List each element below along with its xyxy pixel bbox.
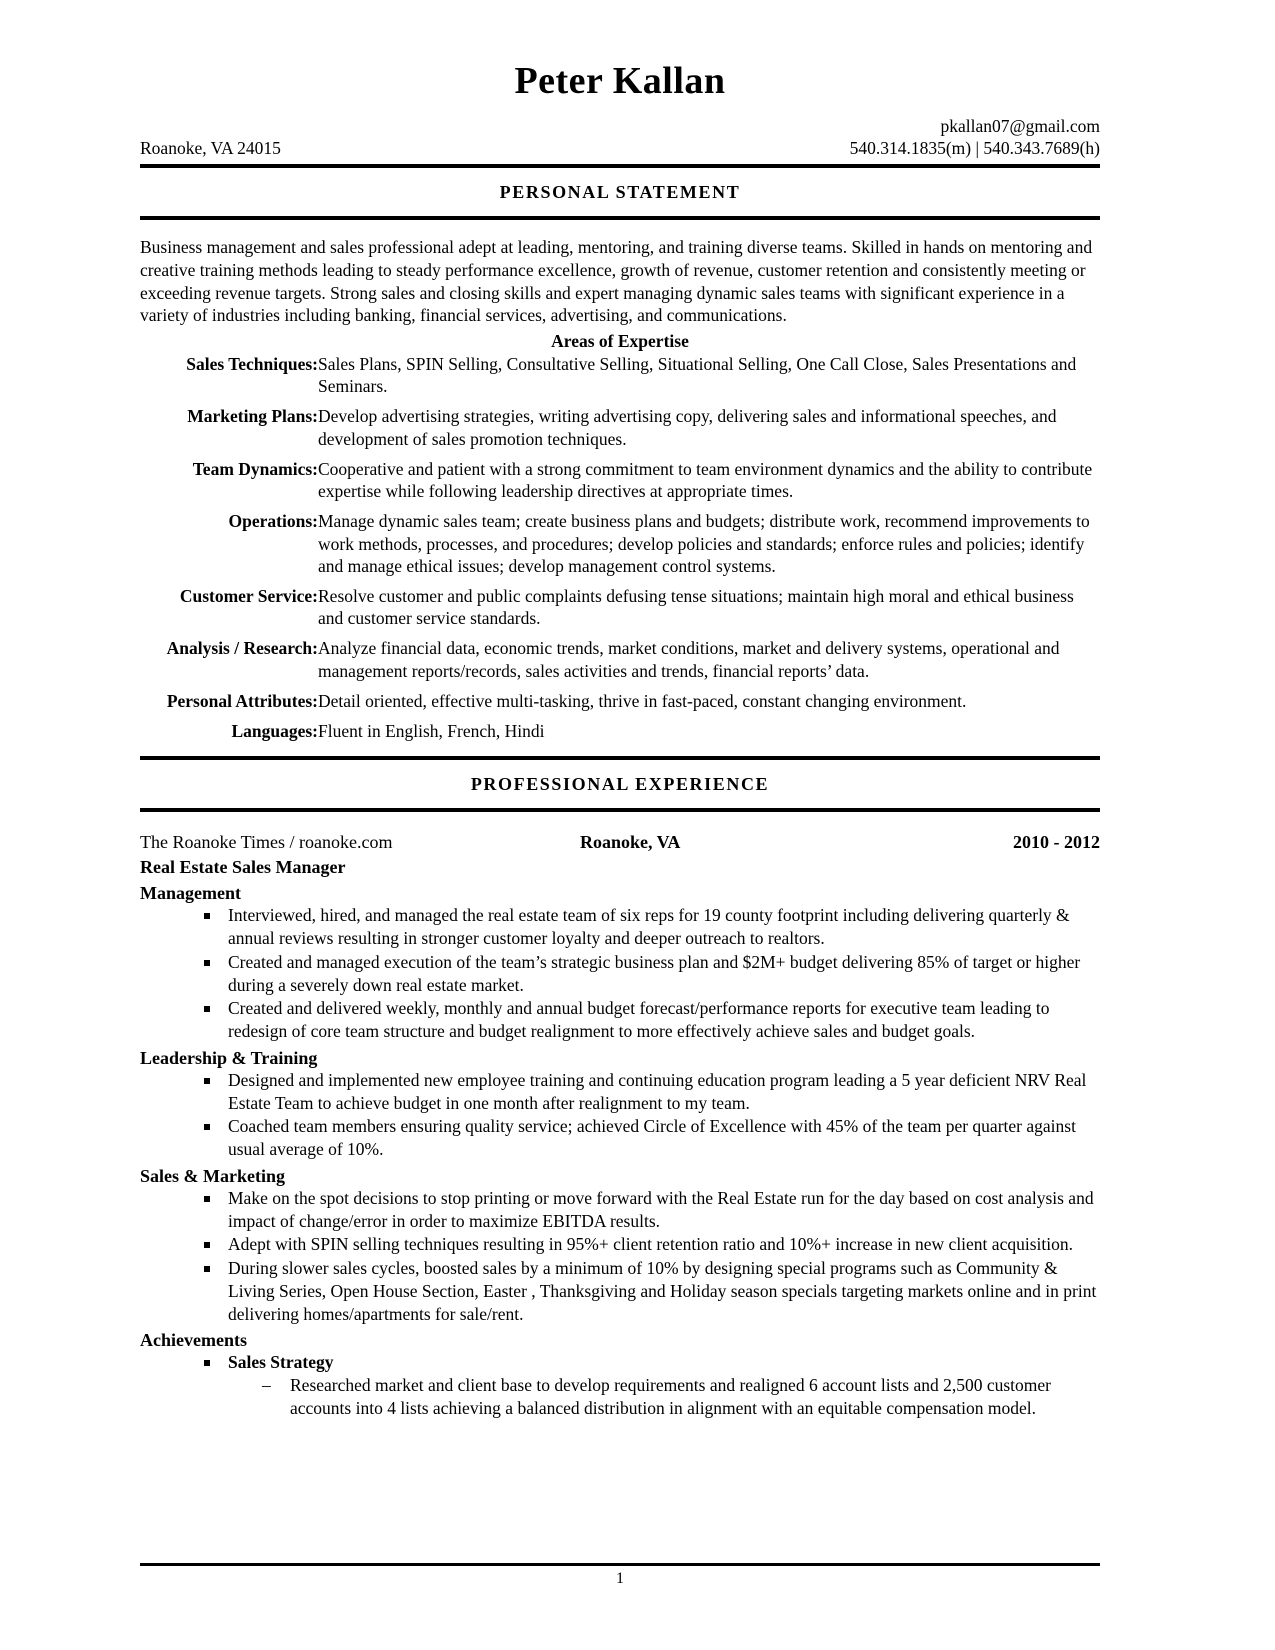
bullet-text: During slower sales cycles, boosted sales by a minimum of 10% by designing special programs such as Community & Living Series, Open House Section, Easter , Thanksgiving and Holiday season specials targeting markets online and in print delivering homes/apartments for sale/rent. <box>228 1258 1097 1324</box>
section-heading-personal-statement: PERSONAL STATEMENT <box>499 182 741 202</box>
bullet-text: Designed and implemented new employee training and continuing education program leading a 5 year deficient NRV Real Estate Team to achieve budget in one month after realignment to my team. <box>228 1069 1087 1113</box>
table-row <box>140 458 1100 510</box>
table-row <box>140 690 1100 720</box>
table-row <box>140 720 1100 750</box>
list-item <box>202 1069 1100 1115</box>
expertise-label: Analysis / Research: <box>166 638 318 659</box>
section-heading-professional-experience: PROFESSIONAL EXPERIENCE <box>470 774 770 795</box>
expertise-value: Resolve customer and public complaints defusing tense situations; maintain high moral and ethical business and customer service standards. <box>318 585 1074 629</box>
bullet-text: Interviewed, hired, and managed the real estate team of six reps for 19 county footprint including delivering quarterly & annual reviews resulting in stronger customer loyalty and deeper outreach to realtors. <box>228 905 1070 949</box>
areas-of-expertise-title: Areas of Expertise <box>551 331 689 351</box>
page-number: 1 <box>616 1570 624 1587</box>
expertise-label: Operations: <box>228 511 318 532</box>
table-row <box>140 510 1100 585</box>
bullet-text: Sales Strategy <box>228 1352 334 1373</box>
areas-of-expertise-table <box>140 353 1100 750</box>
expertise-label: Personal Attributes: <box>166 690 318 711</box>
job-dates: 2010 - 2012 <box>1013 832 1100 853</box>
experience-rule-bottom <box>140 808 1100 812</box>
bullet-text: Created and delivered weekly, monthly and annual budget forecast/performance reports for executive team leading to redesign of core team structure and budget realignment to more effectively achieve sales and budget goals. <box>228 998 1050 1042</box>
table-row <box>140 405 1100 457</box>
list-item <box>202 951 1100 997</box>
list-item <box>202 997 1100 1043</box>
list-item <box>202 1233 1100 1256</box>
resume-content <box>140 0 1100 1421</box>
list-item <box>202 1257 1100 1325</box>
bullet-list <box>140 904 1100 1043</box>
expertise-label: Sales Techniques: <box>186 354 318 374</box>
list-item <box>202 904 1100 950</box>
section-rule-bottom <box>140 216 1100 220</box>
sub-bullet-list <box>228 1374 1100 1420</box>
bullet-list <box>140 1187 1100 1326</box>
expertise-value: Cooperative and patient with a strong commitment to team environment dynamics and the ability to contribute expertise while following leadership directives at appropriate times. <box>318 458 1093 502</box>
bullet-text: Coached team members ensuring quality service; achieved Circle of Excellence with 45% of the team per quarter against usual average of 10%. <box>228 1116 1076 1160</box>
experience-group-heading: Sales & Marketing <box>140 1165 285 1186</box>
bullet-text: Adept with SPIN selling techniques resulting in 95%+ client retention ratio and 10%+ increase in new client acquisition. <box>228 1234 1073 1255</box>
table-row <box>140 353 1100 405</box>
list-item <box>202 1187 1100 1233</box>
sub-bullet-text: Researched market and client base to develop requirements and realigned 6 account lists and 2,500 customer accounts into 4 lists achieving a balanced distribution in alignment with an equitable compensation model. <box>290 1375 1051 1418</box>
address-text: Roanoke, VA 24015 <box>140 138 281 158</box>
list-item <box>262 1374 1100 1420</box>
phone-text: 540.314.1835(m) | 540.343.7689(h) <box>849 138 1100 158</box>
experience-group-heading: Leadership & Training <box>140 1047 318 1068</box>
expertise-value: Develop advertising strategies, writing advertising copy, delivering sales and informational speeches, and development of sales promotion techniques. <box>318 406 1057 449</box>
bullet-list <box>140 1069 1100 1161</box>
expertise-label: Marketing Plans: <box>187 406 318 427</box>
expertise-value: Fluent in English, French, Hindi <box>318 721 545 742</box>
expertise-value: Sales Plans, SPIN Selling, Consultative Selling, Situational Selling, One Call Close, Sales Presentations and Seminars. <box>318 354 1077 397</box>
contact-block <box>140 116 1100 164</box>
email-text: pkallan07@gmail.com <box>940 116 1100 136</box>
list-item <box>202 1115 1100 1161</box>
personal-statement-body: Business management and sales professional adept at leading, mentoring, and training diverse teams. Skilled in hands on mentoring and creative training methods leading to steady performance excellence, growth of revenue, customer retention and consistently meeting or exceeding revenue targets. Strong sales and closing skills and expert managing dynamic sales teams with significant experience in a variety of industries including banking, financial services, advertising, and communications. <box>140 237 1093 326</box>
expertise-value: Analyze financial data, economic trends, market conditions, market and delivery systems, operational and management reports/records, sales activities and trends, financial reports’ data. <box>318 638 1060 681</box>
list-item <box>202 1351 1100 1419</box>
experience-group-heading: Achievements <box>140 1330 247 1351</box>
bullet-list <box>140 1351 1100 1419</box>
table-row <box>140 637 1100 689</box>
expertise-value: Manage dynamic sales team; create business plans and budgets; distribute work, recommend improvements to work methods, processes, and procedures; develop policies and standards; enforce rules and policies; identify and manage ethical issues; develop management control systems. <box>318 511 1090 576</box>
page-footer <box>140 1563 1100 1588</box>
job-company: The Roanoke Times / roanoke.com <box>140 832 393 853</box>
experience-group-heading: Management <box>140 883 241 904</box>
expertise-label: Languages: <box>231 721 318 742</box>
job-location: Roanoke, VA <box>580 832 681 853</box>
table-row <box>140 585 1100 637</box>
bullet-text: Make on the spot decisions to stop printing or move forward with the Real Estate run for the day based on cost analysis and impact of change/error in order to maximize EBITDA results. <box>228 1187 1094 1231</box>
job-title: Real Estate Sales Manager <box>140 857 346 878</box>
expertise-label: Team Dynamics: <box>192 458 318 479</box>
expertise-label: Customer Service: <box>179 585 318 606</box>
expertise-value: Detail oriented, effective multi-tasking, thrive in fast-paced, constant changing environment. <box>318 690 967 711</box>
candidate-name: Peter Kallan <box>514 60 726 102</box>
job-header <box>140 832 1100 856</box>
bullet-text: Created and managed execution of the team’s strategic business plan and $2M+ budget delivering 85% of target or higher during a severely down real estate market. <box>228 951 1081 995</box>
